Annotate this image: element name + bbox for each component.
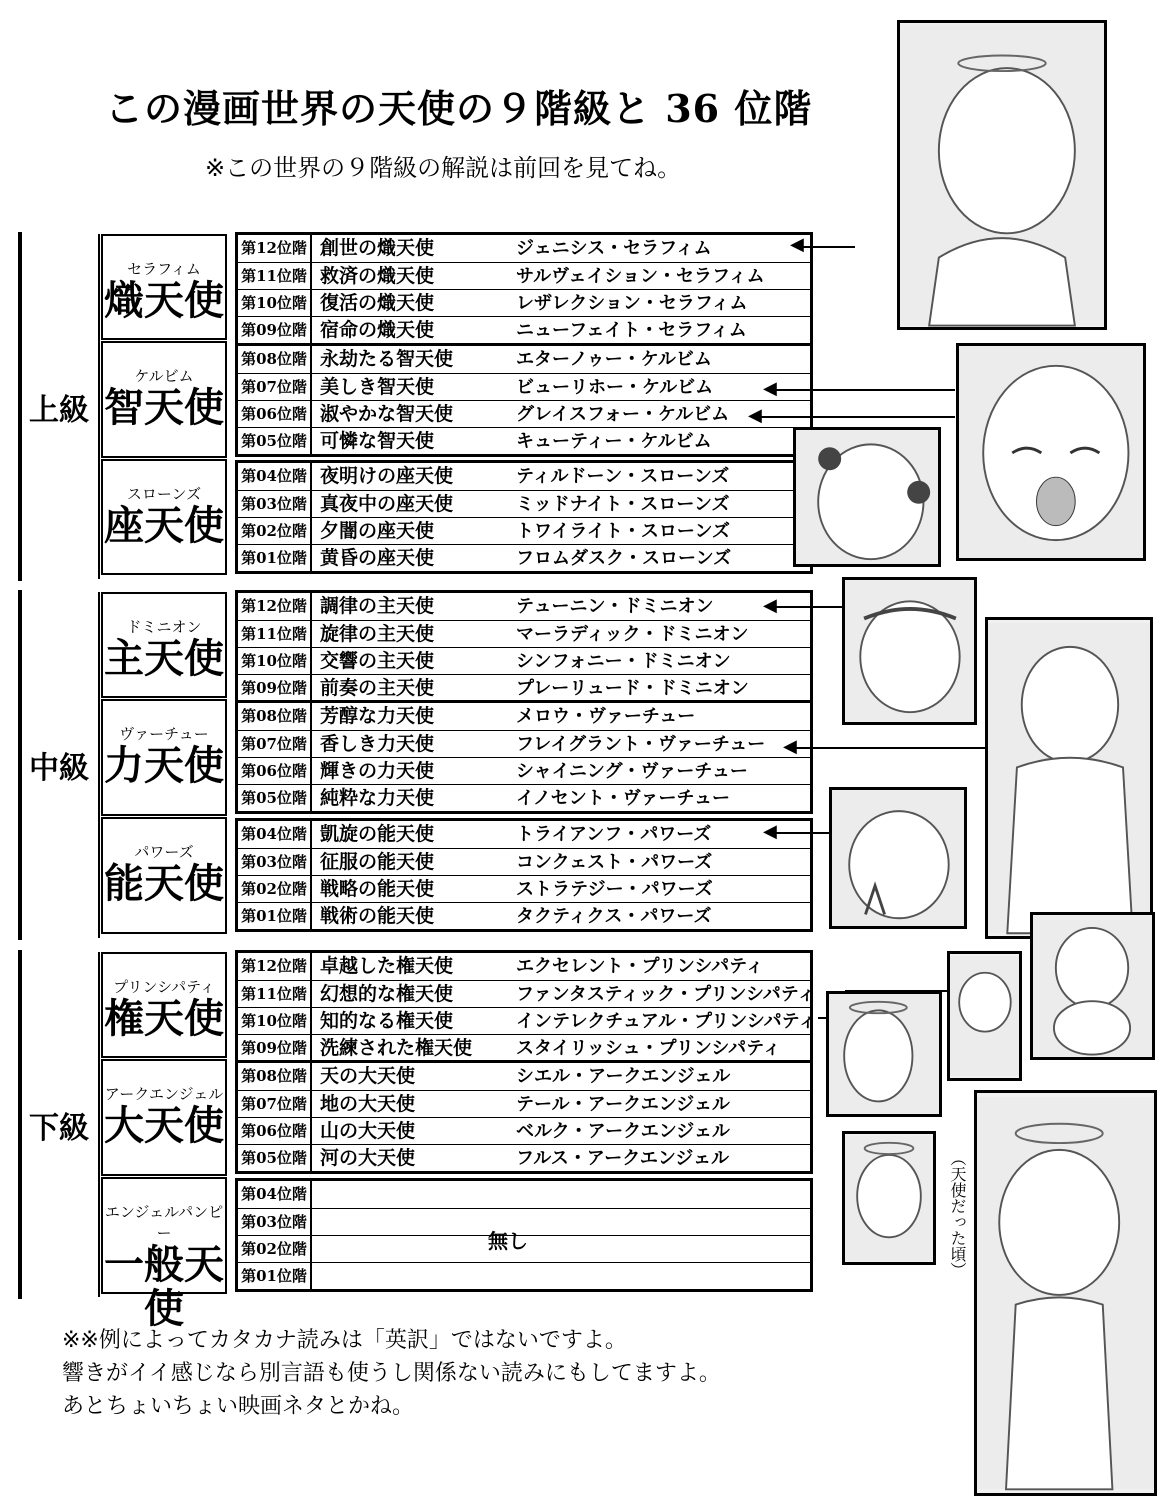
- rank-number: 第06位階: [238, 401, 312, 428]
- choir-furigana: エンジェルパンピー: [104, 1203, 224, 1242]
- rank-title: 夜明けの座天使: [320, 465, 454, 487]
- connector-line: [775, 832, 830, 834]
- rank-number: 第09位階: [238, 1035, 312, 1062]
- page-title: この漫画世界の天使の９階級と 36 位階: [105, 86, 813, 131]
- rank-reading: ミッドナイト・スローンズ: [516, 494, 730, 515]
- choir-powers: [101, 817, 227, 934]
- rank-title: 前奏の主天使: [320, 677, 435, 699]
- rank-title: 洗練された権天使: [320, 1037, 473, 1059]
- rank-reading: エターノゥー・ケルビム: [516, 349, 712, 370]
- rank-reading: タクティクス・パワーズ: [516, 906, 712, 927]
- rank-group: [235, 343, 813, 457]
- footnote: [62, 1324, 721, 1423]
- tier-lower: [18, 950, 89, 1299]
- choir-cherubim: [101, 341, 227, 458]
- rank-number: 第07位階: [238, 1091, 312, 1118]
- rank-row: [238, 620, 810, 648]
- choir-name: 大天使: [104, 1102, 224, 1149]
- choir-furigana: スローンズ: [126, 485, 202, 503]
- illustration-panel-cherubim: [956, 343, 1146, 561]
- rank-row: [238, 730, 810, 758]
- rank-reading: マーラディック・ドミニオン: [516, 624, 749, 645]
- rank-number: 第04位階: [238, 821, 312, 848]
- illustration-panel-thrones: [793, 427, 941, 567]
- rank-title: 創世の熾天使: [320, 237, 435, 259]
- rank-reading: エクセレント・プリンシパティ: [516, 956, 764, 977]
- illustration-panel-angel: [974, 1090, 1157, 1496]
- rank-title: 復活の熾天使: [320, 292, 435, 314]
- connector-line: [775, 389, 955, 391]
- rank-number: 第02位階: [238, 1236, 312, 1263]
- rank-row: [238, 674, 810, 702]
- tier-label: 中級: [29, 751, 89, 786]
- rank-row: [238, 400, 810, 428]
- rank-group: [235, 590, 813, 704]
- rank-reading: シャイニング・ヴァーチュー: [516, 761, 748, 782]
- choir-furigana: プリンシパティ: [113, 978, 215, 996]
- rank-reading: ビューリホー・ケルビム: [516, 377, 714, 398]
- rank-row: [238, 373, 810, 401]
- rank-title: 天の大天使: [320, 1065, 416, 1087]
- rank-row: [238, 1063, 810, 1090]
- rank-title: 山の大天使: [320, 1120, 416, 1142]
- choir-seraphim: [101, 234, 227, 340]
- rank-reading: トワイライト・スローンズ: [516, 521, 731, 542]
- choir-furigana: ケルビム: [134, 367, 194, 385]
- rank-row: [238, 902, 810, 930]
- rank-title: 香しき力天使: [320, 733, 435, 755]
- rank-row: [238, 517, 810, 545]
- rank-number: 第12位階: [238, 593, 312, 620]
- choir-principality: [101, 952, 227, 1058]
- rank-reading: インテレクチュアル・プリンシパティ: [516, 1011, 817, 1032]
- rank-title: 可憐な智天使: [320, 430, 435, 452]
- rank-reading: ファンタスティック・プリンシパティ: [516, 984, 816, 1005]
- arrow-left-icon: ◀: [783, 736, 797, 757]
- choir-name: 一般天使: [104, 1241, 224, 1332]
- rank-row: [238, 316, 810, 344]
- rank-number: 第11位階: [238, 263, 312, 290]
- rank-reading: フロムダスク・スローンズ: [516, 548, 732, 569]
- rank-number: 第06位階: [238, 758, 312, 785]
- rank-row: [238, 1034, 810, 1062]
- rank-number: 第05位階: [238, 1145, 312, 1172]
- rank-reading: シンフォニー・ドミニオン: [516, 651, 731, 672]
- rank-row: [238, 757, 810, 785]
- rank-reading: コンクェスト・パワーズ: [516, 852, 713, 873]
- rank-number: 第10位階: [238, 648, 312, 675]
- choir-name: 智天使: [104, 384, 224, 431]
- none-label: 無し: [488, 1229, 528, 1253]
- choir-name: 主天使: [104, 635, 224, 682]
- rank-number: 第08位階: [238, 346, 312, 373]
- rank-title: 真夜中の座天使: [320, 493, 454, 515]
- tier-label: 下級: [29, 1110, 89, 1146]
- rank-row: [238, 1090, 810, 1118]
- connector-line: [775, 606, 842, 608]
- rank-row: [238, 289, 810, 317]
- rank-number: 第03位階: [238, 849, 312, 876]
- rank-reading: ジェニシス・セラフィム: [516, 238, 712, 259]
- rank-number: 第11位階: [238, 621, 312, 648]
- tier-middle: [18, 590, 89, 940]
- rank-reading: ティルドーン・スローンズ: [516, 466, 730, 487]
- rank-group: [235, 460, 813, 574]
- rank-title: 夕闇の座天使: [320, 520, 435, 542]
- rank-number: 第10位階: [238, 290, 312, 317]
- illustration-panel-seraphim: [897, 20, 1107, 330]
- rank-row: [238, 1262, 810, 1290]
- illustration-panel-principality-3: [826, 991, 942, 1117]
- rank-number: 第10位階: [238, 1008, 312, 1035]
- rank-reading: キューティー・ケルビム: [516, 431, 712, 452]
- choir-name: 権天使: [104, 995, 224, 1042]
- rank-title: 交響の主天使: [320, 650, 435, 672]
- arrow-left-icon: ◀: [790, 234, 804, 255]
- connector-line: [760, 416, 955, 418]
- rank-row: [238, 647, 810, 675]
- rank-number: 第12位階: [238, 235, 312, 262]
- tier-label: 上級: [29, 392, 89, 428]
- illustration-panel-powers: [829, 787, 967, 929]
- rank-number: 第01位階: [238, 903, 312, 930]
- rank-number: 第08位階: [238, 703, 312, 730]
- rank-row: [238, 703, 810, 730]
- rank-number: 第06位階: [238, 1118, 312, 1145]
- rank-row: [238, 1181, 810, 1208]
- rank-group: [235, 950, 817, 1064]
- rank-row: [238, 953, 810, 980]
- rank-group: [235, 700, 813, 814]
- choir-virtue: [101, 699, 227, 816]
- rank-number: 第02位階: [238, 518, 312, 545]
- rank-reading: スタイリッシュ・プリンシパティ: [516, 1038, 781, 1059]
- rank-reading: フルス・アークエンジェル: [516, 1148, 730, 1169]
- rank-row: [238, 235, 810, 262]
- rank-reading: イノセント・ヴァーチュー: [516, 788, 731, 809]
- rank-number: 第02位階: [238, 876, 312, 903]
- rank-row: [238, 490, 810, 518]
- tier-upper: [18, 232, 89, 581]
- rank-number: 第08位階: [238, 1063, 312, 1090]
- arrow-left-icon: ◀: [763, 595, 777, 616]
- side-note: （天使だった頃）: [948, 1150, 967, 1278]
- rank-group: [235, 1178, 813, 1292]
- rank-group: [235, 1060, 813, 1174]
- rank-title: 宿命の熾天使: [320, 319, 435, 341]
- rank-reading: シエル・アークエンジェル: [516, 1066, 731, 1087]
- rank-number: 第04位階: [238, 463, 312, 490]
- rank-title: 地の大天使: [320, 1093, 416, 1115]
- rank-row: [238, 784, 810, 812]
- rank-title: 征服の能天使: [320, 851, 435, 873]
- rank-group: [235, 818, 813, 932]
- rank-row: [238, 1144, 810, 1172]
- rank-group: [235, 232, 813, 346]
- rank-number: 第09位階: [238, 317, 312, 344]
- footnote-line: 響きがイイ感じなら別言語も使うし関係ない読みにもしてますよ。: [62, 1361, 721, 1386]
- rank-title: 調律の主天使: [320, 595, 435, 617]
- rank-row: [238, 848, 810, 876]
- connector-line: [818, 1017, 828, 1019]
- rank-reading: ベルク・アークエンジェル: [516, 1121, 730, 1142]
- choir-furigana: パワーズ: [134, 843, 194, 861]
- rank-reading: ニューフェイト・セラフィム: [516, 320, 747, 341]
- rank-title: 純粋な力天使: [320, 787, 435, 809]
- connector-line: [800, 246, 855, 248]
- illustration-panel-virtue: [985, 617, 1153, 939]
- rank-title: 永劫たる智天使: [320, 348, 454, 370]
- rank-reading: テューニン・ドミニオン: [516, 596, 714, 617]
- rank-reading: メロウ・ヴァーチュー: [516, 706, 696, 727]
- footnote-line: ※※例によってカタカナ読みは「英訳」ではないですよ。: [62, 1328, 627, 1353]
- rank-number: 第04位階: [238, 1181, 312, 1208]
- rank-title: 幻想的な権天使: [320, 983, 454, 1005]
- rank-number: 第11位階: [238, 981, 312, 1008]
- choir-name: 熾天使: [104, 277, 224, 324]
- connector-line: [845, 990, 947, 992]
- rank-row: [238, 821, 810, 848]
- rank-row: [238, 463, 810, 490]
- rank-reading: レザレクション・セラフィム: [516, 293, 748, 314]
- rank-title: 戦略の能天使: [320, 878, 435, 900]
- rank-title: 芳醇な力天使: [320, 705, 435, 727]
- choir-name: 力天使: [104, 742, 224, 789]
- choir-angel: [101, 1177, 227, 1332]
- footnote-line: あとちょいちょい映画ネタとかね。: [62, 1394, 415, 1419]
- rank-title: 旋律の主天使: [320, 623, 435, 645]
- choir-furigana: ヴァーチュー: [119, 725, 209, 743]
- rank-title: 凱旋の能天使: [320, 823, 435, 845]
- rank-number: 第12位階: [238, 953, 312, 980]
- choir-furigana: ドミニオン: [126, 618, 202, 636]
- choir-furigana: アークエンジェル: [104, 1085, 224, 1103]
- choir-furigana: セラフィム: [127, 260, 201, 278]
- choir-name: 座天使: [104, 502, 224, 549]
- rank-reading: ストラテジー・パワーズ: [516, 879, 713, 900]
- illustration-panel-dominion: [842, 577, 977, 725]
- connector-line: [795, 747, 985, 749]
- rank-title: 救済の熾天使: [320, 265, 435, 287]
- rank-reading: フレイグラント・ヴァーチュー: [516, 734, 766, 755]
- rank-number: 第07位階: [238, 731, 312, 758]
- rank-number: 第07位階: [238, 374, 312, 401]
- rank-title: 淑やかな智天使: [320, 403, 454, 425]
- rank-number: 第01位階: [238, 545, 312, 572]
- rank-title: 卓越した権天使: [320, 955, 454, 977]
- rank-reading: サルヴェイション・セラフィム: [516, 266, 765, 287]
- rank-reading: プレーリュード・ドミニオン: [516, 678, 749, 699]
- choir-dominion: [101, 592, 227, 698]
- rank-row: [238, 1007, 817, 1035]
- rank-row: [238, 262, 810, 290]
- rank-number: 第03位階: [238, 1209, 312, 1236]
- rank-reading: トライアンフ・パワーズ: [516, 824, 712, 845]
- choir-name: 能天使: [104, 860, 224, 907]
- arrow-left-icon: ◀: [763, 378, 777, 399]
- rank-row: [238, 980, 816, 1008]
- rank-row: [238, 1117, 810, 1145]
- arrow-left-icon: ◀: [763, 821, 777, 842]
- arrow-left-icon: ◀: [748, 405, 762, 426]
- rank-row: [238, 346, 810, 373]
- rank-title: 河の大天使: [320, 1147, 416, 1169]
- rank-title: 黄昏の座天使: [320, 547, 435, 569]
- rank-number: 第05位階: [238, 785, 312, 812]
- rank-reading: テール・アークエンジェル: [516, 1094, 730, 1115]
- rank-title: 戦術の能天使: [320, 905, 435, 927]
- rank-number: 第09位階: [238, 675, 312, 702]
- rank-reading: グレイスフォー・ケルビム: [516, 404, 730, 425]
- rank-title: 美しき智天使: [320, 376, 435, 398]
- page-subtitle: ※この世界の９階級の解説は前回を見てね。: [205, 154, 682, 182]
- rank-title: 輝きの力天使: [320, 760, 435, 782]
- rank-number: 第05位階: [238, 428, 312, 455]
- choir-thrones: [101, 459, 227, 575]
- rank-title: 知的なる権天使: [320, 1010, 454, 1032]
- illustration-panel-archangel: [842, 1131, 936, 1265]
- rank-number: 第03位階: [238, 491, 312, 518]
- rank-row: [238, 875, 810, 903]
- illustration-panel-principality-2: [947, 951, 1022, 1081]
- illustration-panel-principality-1: [1030, 912, 1155, 1060]
- rank-row: [238, 544, 810, 572]
- choir-archangel: [101, 1059, 227, 1176]
- rank-row: [238, 593, 810, 620]
- rank-row: [238, 427, 810, 455]
- rank-number: 第01位階: [238, 1263, 312, 1290]
